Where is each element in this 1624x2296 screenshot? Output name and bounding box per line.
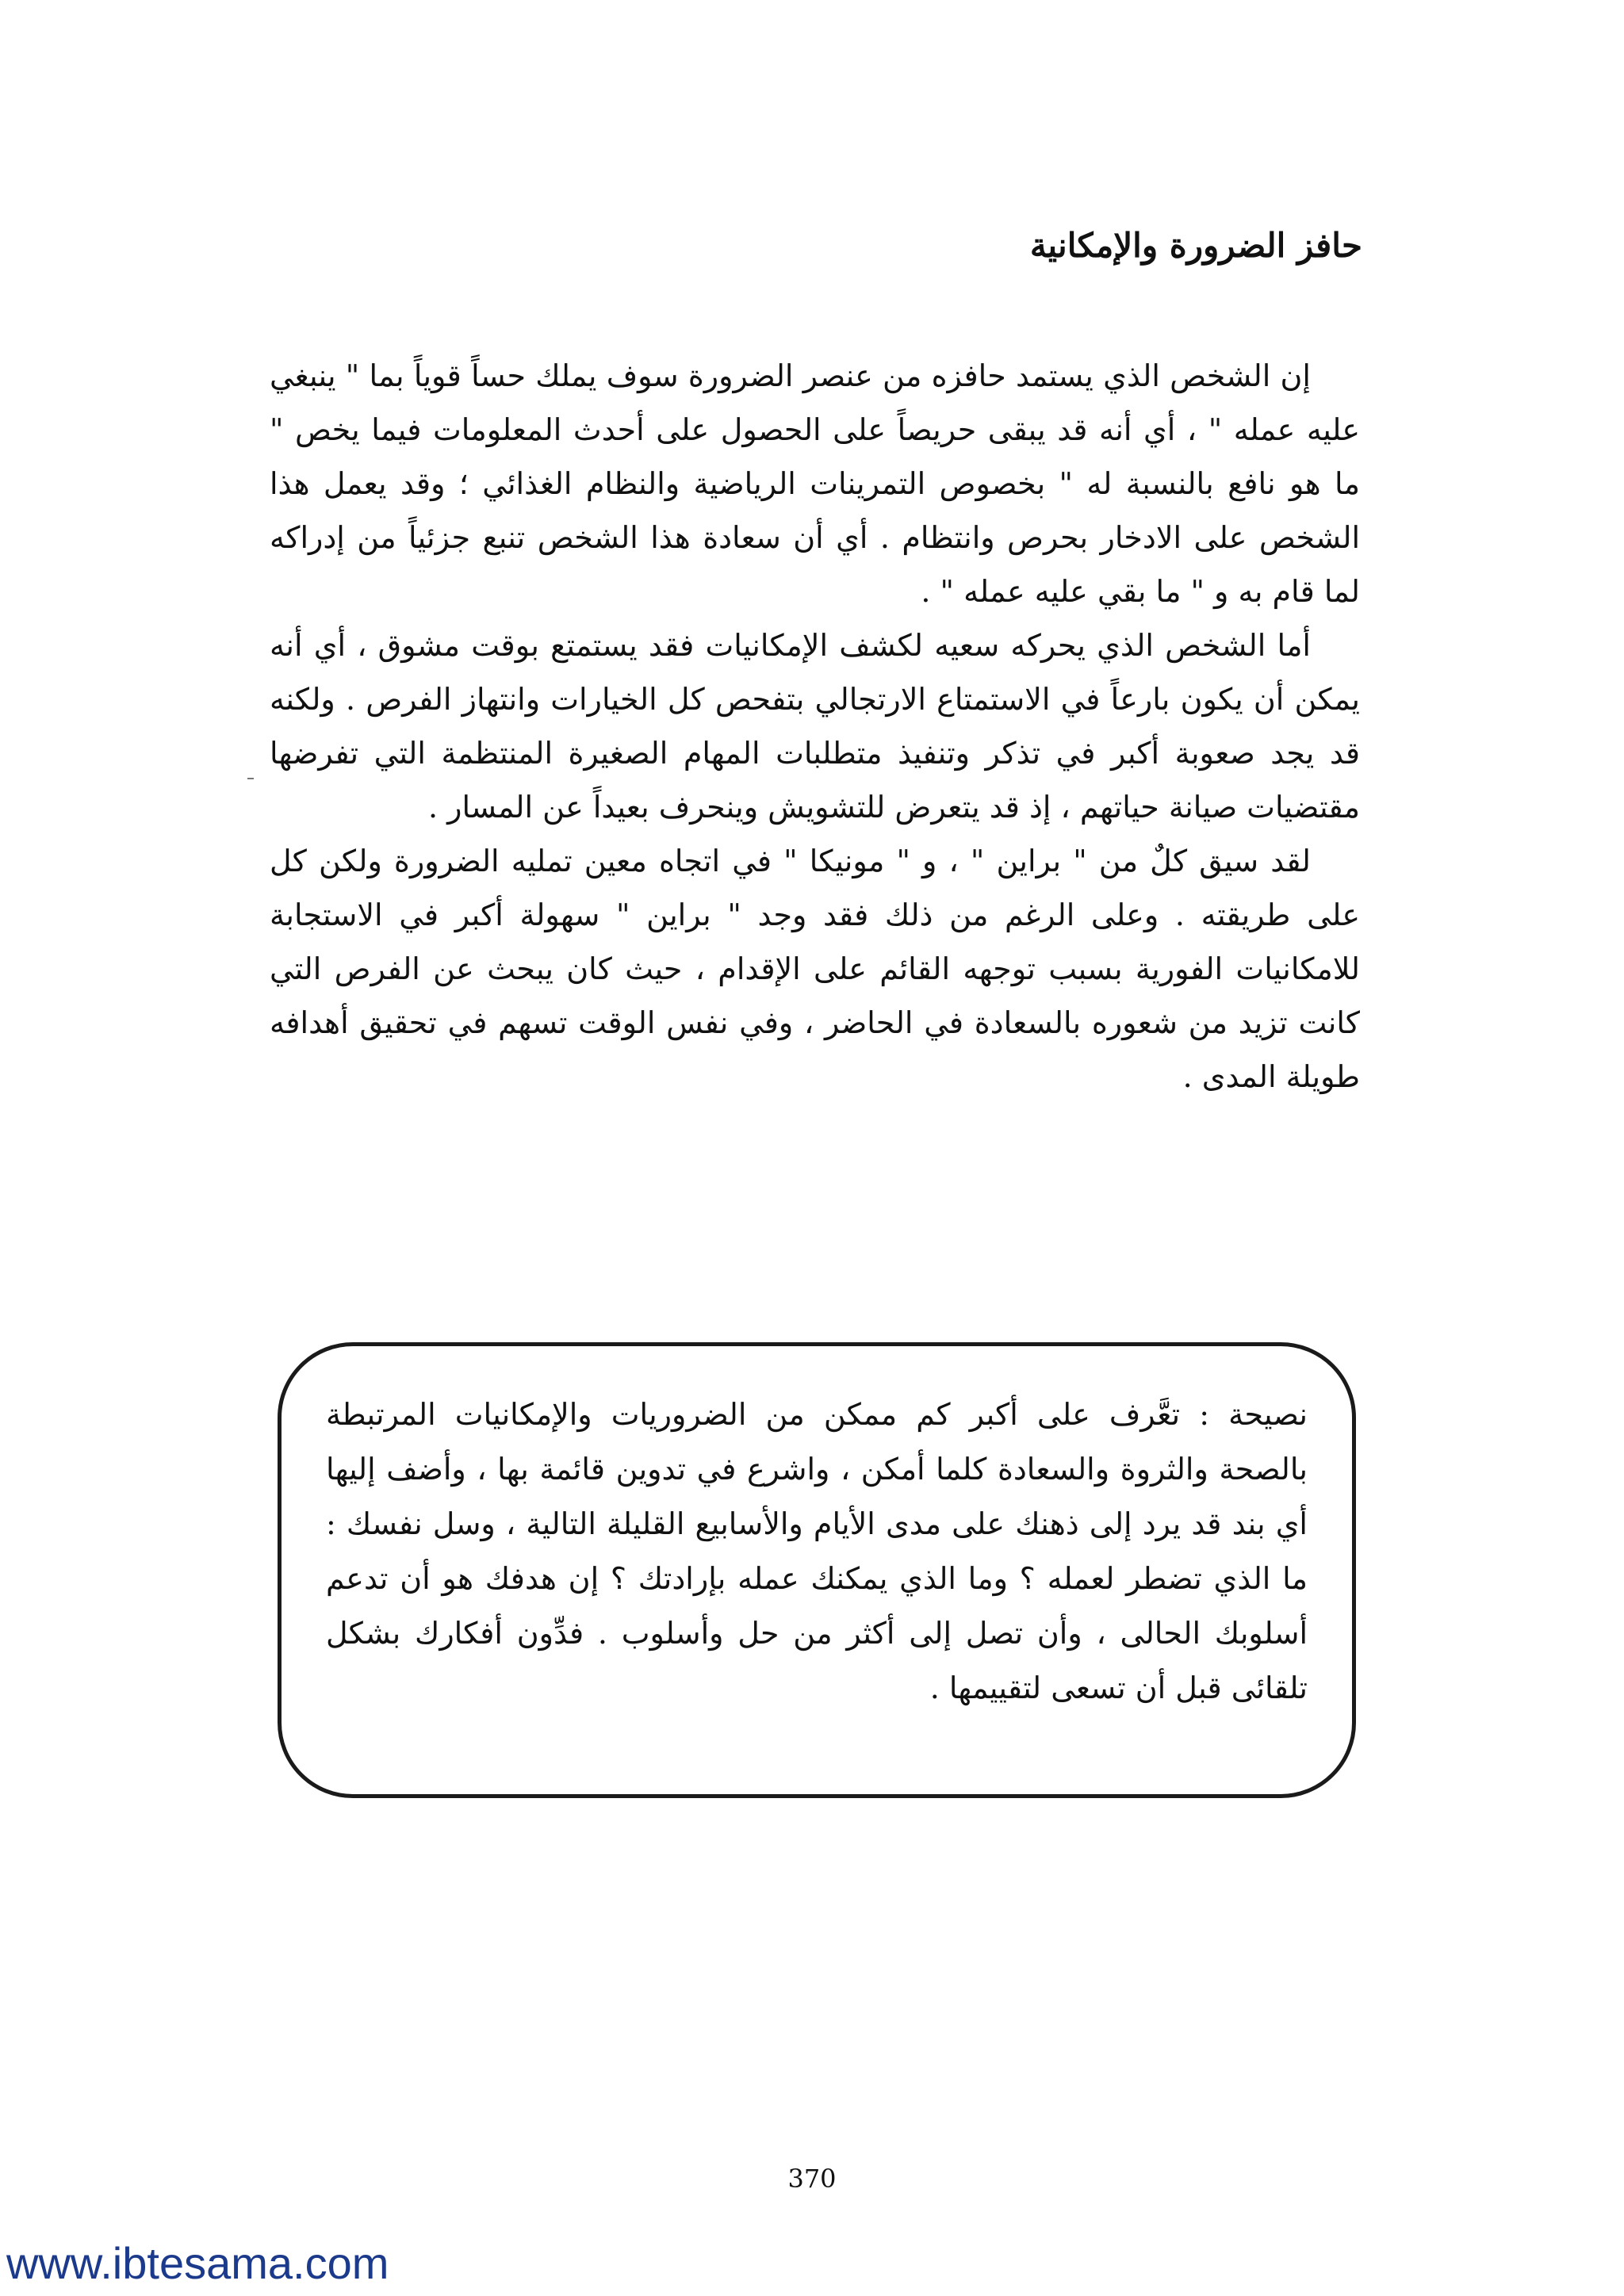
watermark-url: www.ibtesama.com [6,2238,389,2288]
paragraph-brian-monica: لقد سيق كلٌ من " براين " ، و " مونيكا " في اتجاه معين تمليه الضرورة ولكن كل على طريقته . وعلى الرغم من ذلك فقد وجد " براين " سهولة أكبر في الاستجابة للامكانيات الفورية بسبب توجهه القائم على الإقدام ، حيث كان يبحث عن الفرص التي كانت تزيد من شعوره بالسعادة في الحاضر ، وفي نفس الوقت تسهم في تحقيق أهدافه طويلة المدى . [270,844,1360,1094]
tip-box [278,1342,1356,1798]
section-heading: حافز الضرورة والإمكانية [1029,226,1362,265]
paragraph-necessity: إن الشخص الذي يستمد حافزه من عنصر الضرورة سوف يملك حساً قوياً بما " ينبغي عليه عمله " ، أي أنه قد يبقى حريصاً على الحصول على أحدث المعلومات فيما يخص " ما هو نافع بالنسبة له " بخصوص التمرينات الرياضية والنظام الغذائي ؛ وقد يعمل هذا الشخص على الادخار بحرص وانتظام . أي أن سعادة هذا الشخص تنبع جزئياً من إدراكه لما قام به و " ما بقي عليه عمله " . [270,358,1360,609]
body-text [270,349,1360,1104]
tip-text: نصيحة : تعَّرف على أكبر كم ممكن من الضروريات والإمكانيات المرتبطة بالصحة والثروة والسعادة كلما أمكن ، واشرع في تدوين قائمة بها ، وأضف إليها أي بند قد يرد إلى ذهنك على مدى الأيام والأسابيع القليلة التالية ، وسل نفسك : ما الذي تضطر لعمله ؟ وما الذي يمكنك عمله بإرادتك ؟ إن هدفك هو أن تدعم أسلوبك الحالى ، وأن تصل إلى أكثر من حل وأسلوب . فدِّون أفكارك بشكل تلقائى قبل أن تسعى لتقييمها . [326,1397,1308,1705]
page-number: 370 [787,2164,837,2194]
paragraph-possibility: أما الشخص الذي يحركه سعيه لكشف الإمكانيات فقد يستمتع بوقت مشوق ، أي أنه يمكن أن يكون بارعاً في الاستمتاع الارتجالي بتفحص كل الخيارات وانتهاز الفرص . ولكنه قد يجد صعوبة أكبر في تذكر وتنفيذ متطلبات المهام الصغيرة المنتظمة التي تفرضها مقتضيات صيانة حياتهم ، إذ قد يتعرض للتشويش وينحرف بعيداً عن المسار . [270,628,1360,825]
scan-artifact [247,778,254,779]
